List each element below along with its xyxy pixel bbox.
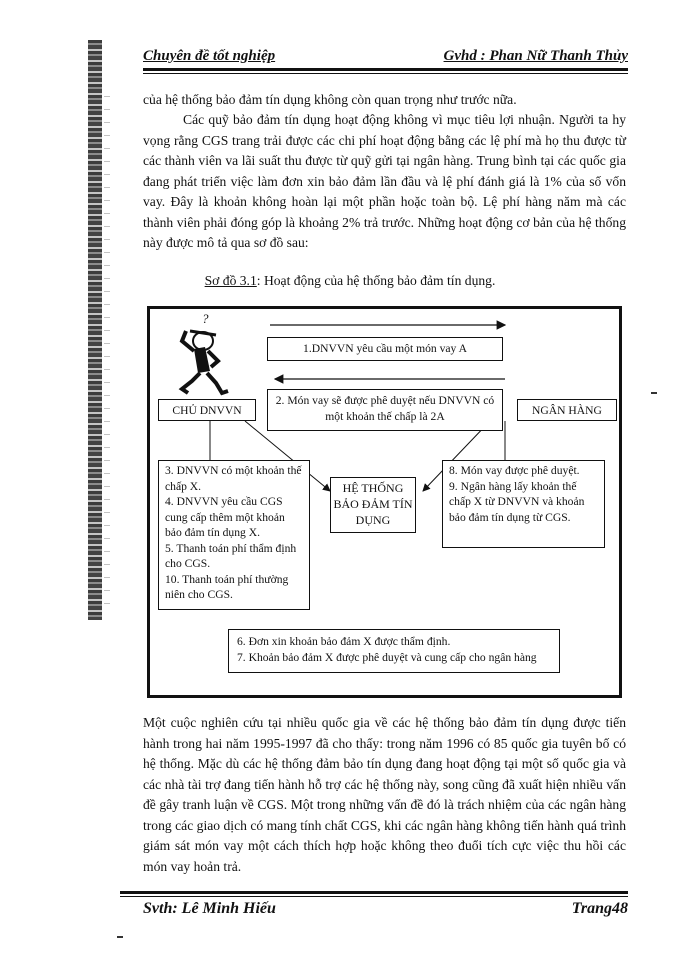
header-topic: Chuyên đề tốt nghiệp — [143, 48, 276, 64]
guarantee-steps-box — [228, 629, 560, 673]
scan-speck — [651, 392, 657, 394]
paragraph-cgs-fees: Các quỹ bảo đảm tín dụng hoạt động không vì mục tiêu lợi nhuận. Người ta hy vọng rằng CGS trang trải được các chi phí hoạt động bằng các lệ phí mà họ thu được từ các thành viên va lãi suất thu được từ quỹ gửi tại ngân hàng. Trung bình tại các quốc gia đang phát triển việc làm đơn xin bảo đảm lần đầu và lệ phí đánh giá là 1% của số vốn vay. Đây là khoản không hoàn lại một phần hoặc toàn bộ. Lệ phí hàng năm mà các thành viên phải đóng góp là khoảng 2% trả trước. Những hoạt động cơ bản của hệ thống này được mô tả qua sơ đồ sau: — [143, 112, 626, 250]
sme-step-4: 4. DNVVN yêu cầu CGS cung cấp thêm một khoản bảo đảm tín dụng X. — [165, 495, 285, 539]
credit-guarantee-system-box: HỆ THỐNG BẢO ĐẢM TÍN DỤNG — [330, 477, 416, 533]
thinking-person-figure — [182, 331, 228, 393]
thinking-question-mark: ? — [202, 311, 209, 326]
sme-steps-box — [158, 460, 310, 610]
guarantee-step-7: 7. Khoản bảo đảm X được phê duyệt và cung cấp cho ngân hàng — [237, 650, 537, 664]
step-loan-request: 1.DNVVN yêu cầu một món vay A — [267, 337, 503, 361]
step-loan-approval-condition: 2. Món vay sẽ được phê duyệt nếu DNVVN có một khoản thế chấp là 2A — [267, 389, 503, 431]
bank-step-8: 8. Món vay được phê duyệt. — [449, 464, 580, 477]
scan-binding-edge — [88, 40, 102, 620]
sme-step-3: 3. DNVVN có một khoản thế chấp X. — [165, 464, 302, 493]
header-rule-thin — [143, 73, 628, 74]
footer-rule-thin — [120, 896, 628, 897]
sme-step-5: 5. Thanh toán phí thẩm định cho CGS. — [165, 541, 297, 570]
paragraph-cgs-study: Một cuộc nghiên cứu tại nhiều quốc gia về các hệ thống bảo đảm tín dụng được tiến hành trong hai năm 1995-1997 đã cho thấy: trong năm 1996 có 85 quốc gia tuyên bố có hệ thống. Mặc dù các hệ thống đảm bảo tín dụng đang hoạt động tại một số quốc gia và các nhà tài trợ đang tiến hành hỗ trợ các hệ thống này, song cũng đã xuất hiện nhiều vấn đề gây tranh luận về CGS. Một trong những vấn đề đó là trách nhiệm của các ngân hàng trong các giao dịch có mang tính chất CGS, khi các ngân hàng không tiến hành quá trình giám sát món vay một cách thích hợp hoặc không theo đuổi tích cực việc thu hồi các món vay hoản trả. — [143, 715, 626, 874]
caption-text: : Hoạt động của hệ thống bảo đảm tín dụng. — [256, 273, 496, 288]
page-header — [143, 48, 628, 68]
scan-speck — [117, 936, 123, 938]
guarantee-step-6: 6. Đơn xin khoản bảo đảm X được thẩm định. — [237, 635, 451, 648]
sme-step-10: 10. Thanh toán phí thường niên cho CGS. — [165, 572, 289, 601]
sme-owner-box: CHỦ DNVVN — [158, 399, 256, 421]
bank-step-9: 9. Ngân hàng lấy khoản thế chấp X từ DNVVN và khoản bảo đảm tín dụng từ CGS. — [449, 479, 585, 524]
diagram-caption — [0, 273, 700, 289]
caption-label: Sơ đồ 3.1 — [204, 273, 257, 288]
footer-rule — [120, 891, 628, 894]
paragraph-continuation: của hệ thống bảo đảm tín dụng không còn quan trọng như trước nữa. — [143, 92, 517, 107]
header-rule — [143, 68, 628, 71]
page-footer — [143, 900, 628, 918]
scan-binding-shadow — [104, 90, 110, 610]
diagram-frame — [147, 306, 622, 698]
bank-steps-box — [442, 460, 605, 548]
footer-author: Svth: Lê Minh Hiếu — [143, 900, 276, 917]
header-advisor: Gvhd : Phan Nữ Thanh Thủy — [443, 48, 628, 64]
footer-page-number: Trang48 — [571, 900, 628, 917]
bank-box: NGÂN HÀNG — [517, 399, 617, 421]
